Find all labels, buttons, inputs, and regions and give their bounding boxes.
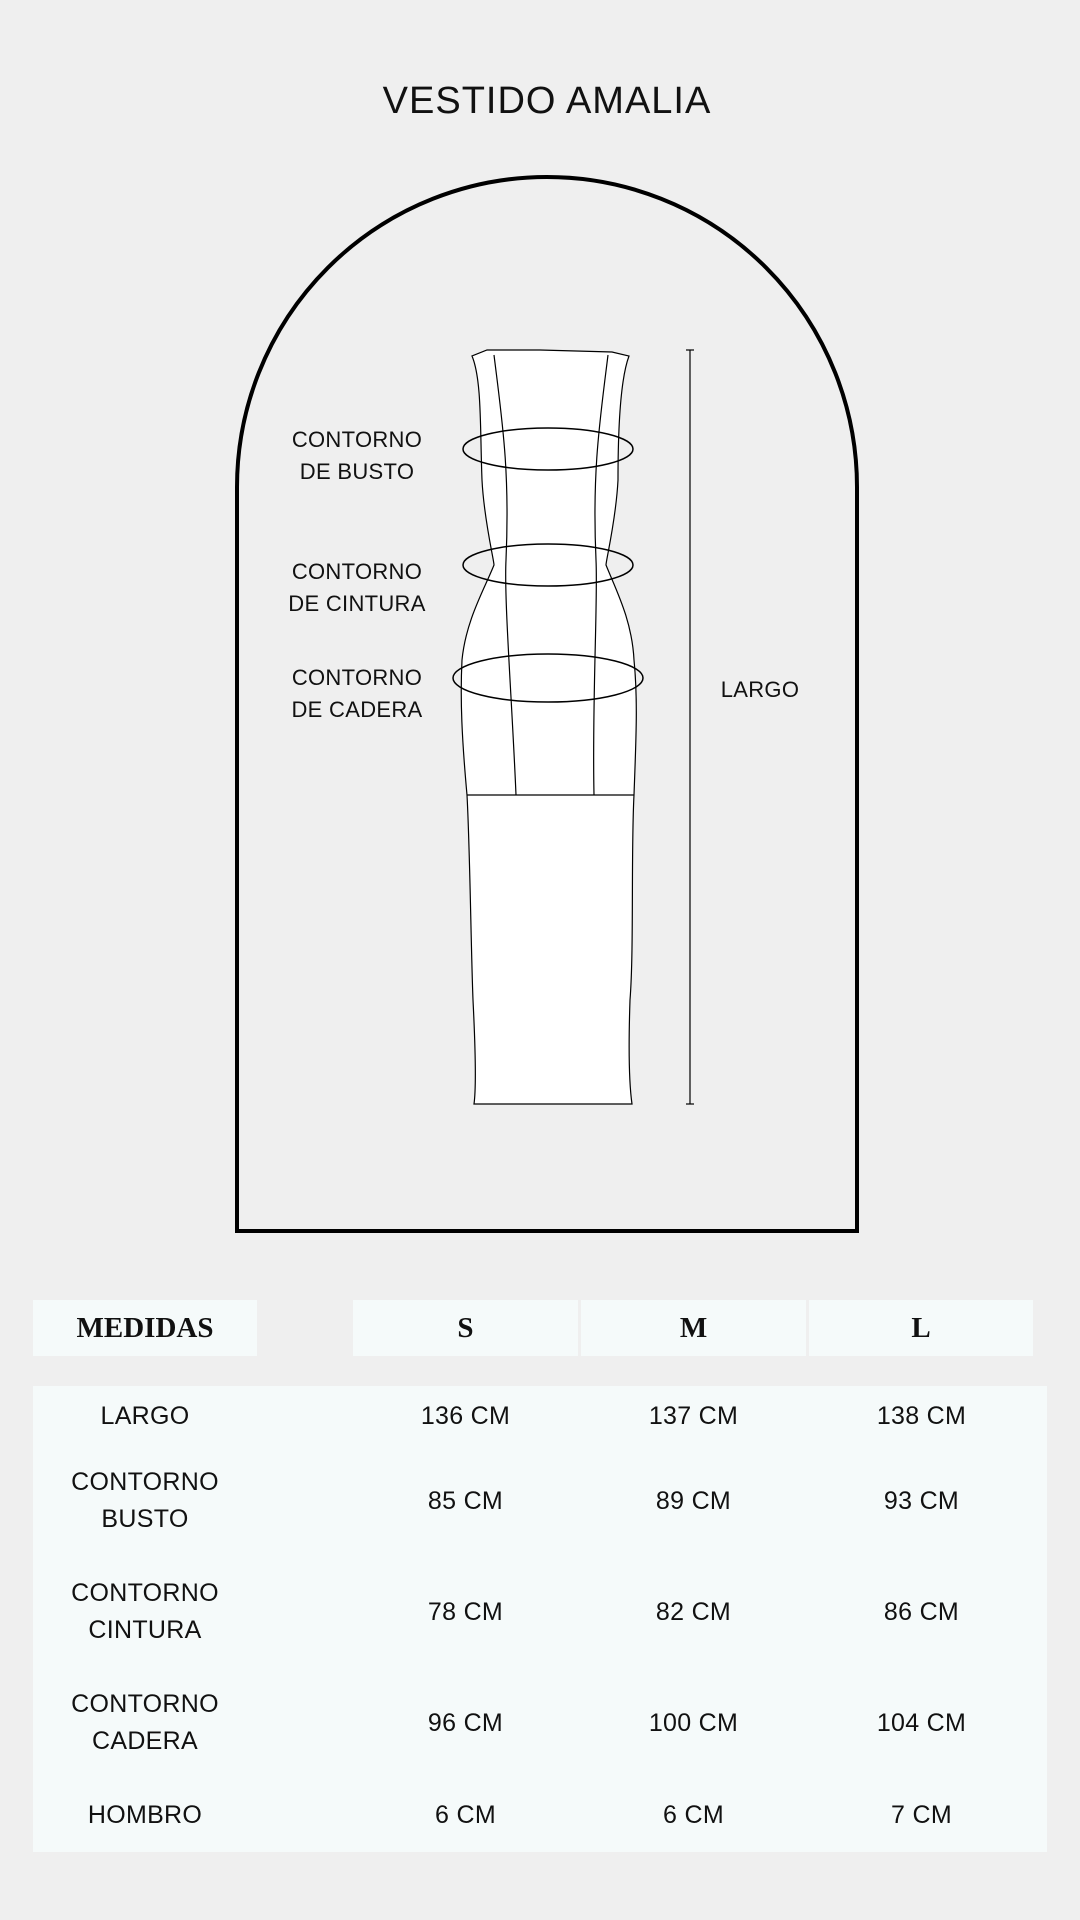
value-l: 93 CM	[883, 1486, 960, 1515]
value-m: 100 CM	[648, 1708, 739, 1737]
page-title: VESTIDO AMALIA	[382, 80, 712, 122]
value-m: 82 CM	[655, 1597, 732, 1626]
waist-label: CONTORNO DE CINTURA	[288, 559, 426, 616]
length-measure-line	[686, 350, 694, 1104]
table-row	[33, 1778, 1047, 1852]
measurements-table	[33, 1386, 1047, 1852]
row-label: CONTORNO CADERA	[71, 1690, 219, 1755]
value-s: 78 CM	[427, 1597, 504, 1626]
value-l: 138 CM	[876, 1401, 967, 1430]
value-l: 104 CM	[876, 1708, 967, 1737]
row-label: CONTORNO BUSTO	[71, 1468, 219, 1533]
header-size-l: L	[809, 1300, 1033, 1356]
value-s: 136 CM	[420, 1401, 511, 1430]
value-m: 137 CM	[648, 1401, 739, 1430]
value-s: 96 CM	[427, 1708, 504, 1737]
table-row	[33, 1386, 1047, 1446]
row-label: LARGO	[100, 1401, 190, 1430]
table-row	[33, 1556, 1047, 1668]
hip-label: CONTORNO DE CADERA	[291, 665, 423, 722]
value-l: 7 CM	[891, 1800, 952, 1829]
bust-label: CONTORNO DE BUSTO	[291, 427, 423, 484]
value-l: 86 CM	[883, 1597, 960, 1626]
header-medidas: MEDIDAS	[33, 1300, 257, 1356]
length-label: LARGO	[720, 677, 800, 702]
header-size-s: S	[353, 1300, 578, 1356]
row-label: CONTORNO CINTURA	[71, 1579, 219, 1644]
value-s: 6 CM	[435, 1800, 496, 1829]
value-m: 89 CM	[655, 1486, 732, 1515]
value-m: 6 CM	[663, 1800, 724, 1829]
table-row	[33, 1446, 1047, 1556]
row-label: HOMBRO	[87, 1800, 203, 1829]
value-s: 85 CM	[427, 1486, 504, 1515]
header-size-m: M	[581, 1300, 806, 1356]
table-row	[33, 1668, 1047, 1778]
